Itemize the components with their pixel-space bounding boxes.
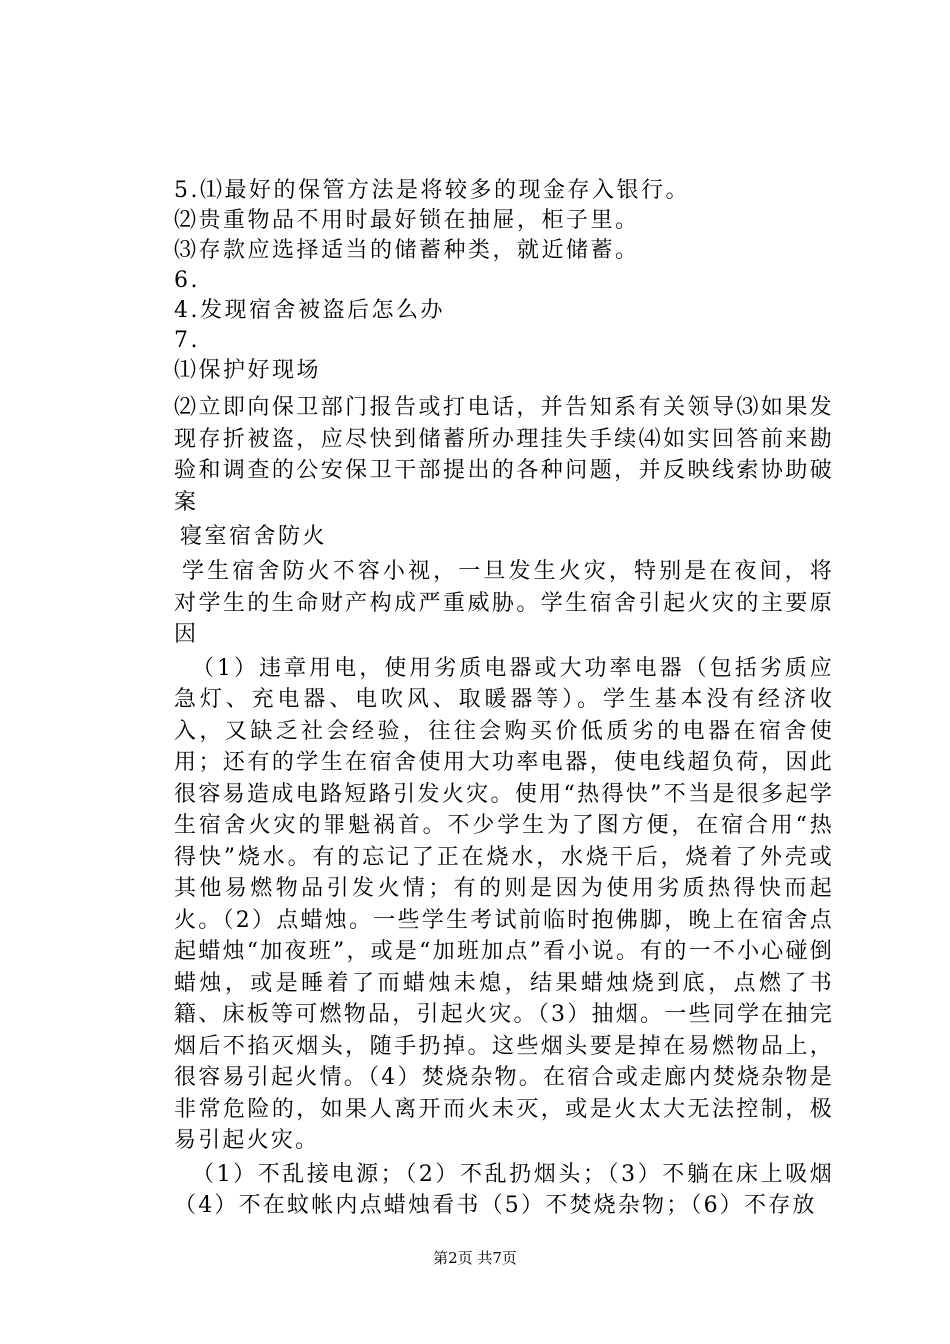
paragraph-fire-causes: （1）违章用电，使用劣质电器或大功率电器（包括劣质应急灯、充电器、电吹风、取暖器等）。学生基本没有经济收入，又缺乏社会经验，往往会购买价低质劣的电器在宿舍使用；还有的学生在宿舍使用大功率电器，使电线超负荷，因此很容易造成电路短路引发火灾。使用“热得快”不当是很多起学生宿舍火灾的罪魁祸首。不少学生为了图方便，在宿合用“热得快”烧水。有的忘记了正在烧水，水烧干后，烧着了外壳或其他易燃物品引发火情；有的则是因为使用劣质热得快而起火。（2）点蜡烛。一些学生考试前临时抱佛脚，晚上在宿舍点起蜡烛“加夜班”，或是“加班加点”看小说。有的一不小心碰倒蜡烛，或是睡着了而蜡烛未熄，结果蜡烛烧到底，点燃了书籍、床板等可燃物品，引起火灾。（3）抽烟。一些同学在抽完烟后不掐灭烟头，随手扔掉。这些烟头要是掉在易燃物品上，很容易引起火情。（4）焚烧杂物。在宿合或走廊内焚烧杂物是非常危险的，如果人离开而火未灭，或是火太大无法控制，极易引起火灾。 bbox=[174, 655, 834, 1153]
text-line-item-6: 6. bbox=[174, 268, 200, 293]
text-line-valuables: ⑵贵重物品不用时最好锁在抽屉，柜子里。 bbox=[174, 208, 640, 233]
page-footer: 第2页 共7页 bbox=[433, 1249, 517, 1267]
text-line-protect-scene: ⑴保护好现场 bbox=[174, 358, 322, 383]
text-line-theft-heading: 4.发现宿舍被盗后怎么办 bbox=[174, 298, 445, 323]
section-title-fire-prevention: 寝室宿舍防火 bbox=[180, 524, 328, 549]
document-body bbox=[174, 176, 834, 1222]
text-line-item-7: 7. bbox=[174, 328, 200, 353]
paragraph-fire-rules: （1）不乱接电源；（2）不乱扔烟头；（3）不躺在床上吸烟（4）不在蚊帐内点蜡烛看书（5）不焚烧杂物；（6）不存放 bbox=[174, 1161, 834, 1218]
text-line-item-5: 5.⑴最好的保管方法是将较多的现金存入银行。 bbox=[174, 178, 690, 203]
text-line-savings: ⑶存款应选择适当的储蓄种类，就近储蓄。 bbox=[174, 238, 640, 263]
paragraph-fire-intro: 学生宿舍防火不容小视，一旦发生火灾，特别是在夜间，将对学生的生命财产构成严重威胁。学生宿舍引起火灾的主要原因 bbox=[174, 559, 834, 647]
paragraph-theft-steps: ⑵立即向保卫部门报告或打电话，并告知系有关领导⑶如果发现存折被盗，应尽快到储蓄所办理挂失手续⑷如实回答前来勘验和调查的公安保卫干部提出的各种问题，并反映线索协助破案 bbox=[174, 395, 834, 515]
